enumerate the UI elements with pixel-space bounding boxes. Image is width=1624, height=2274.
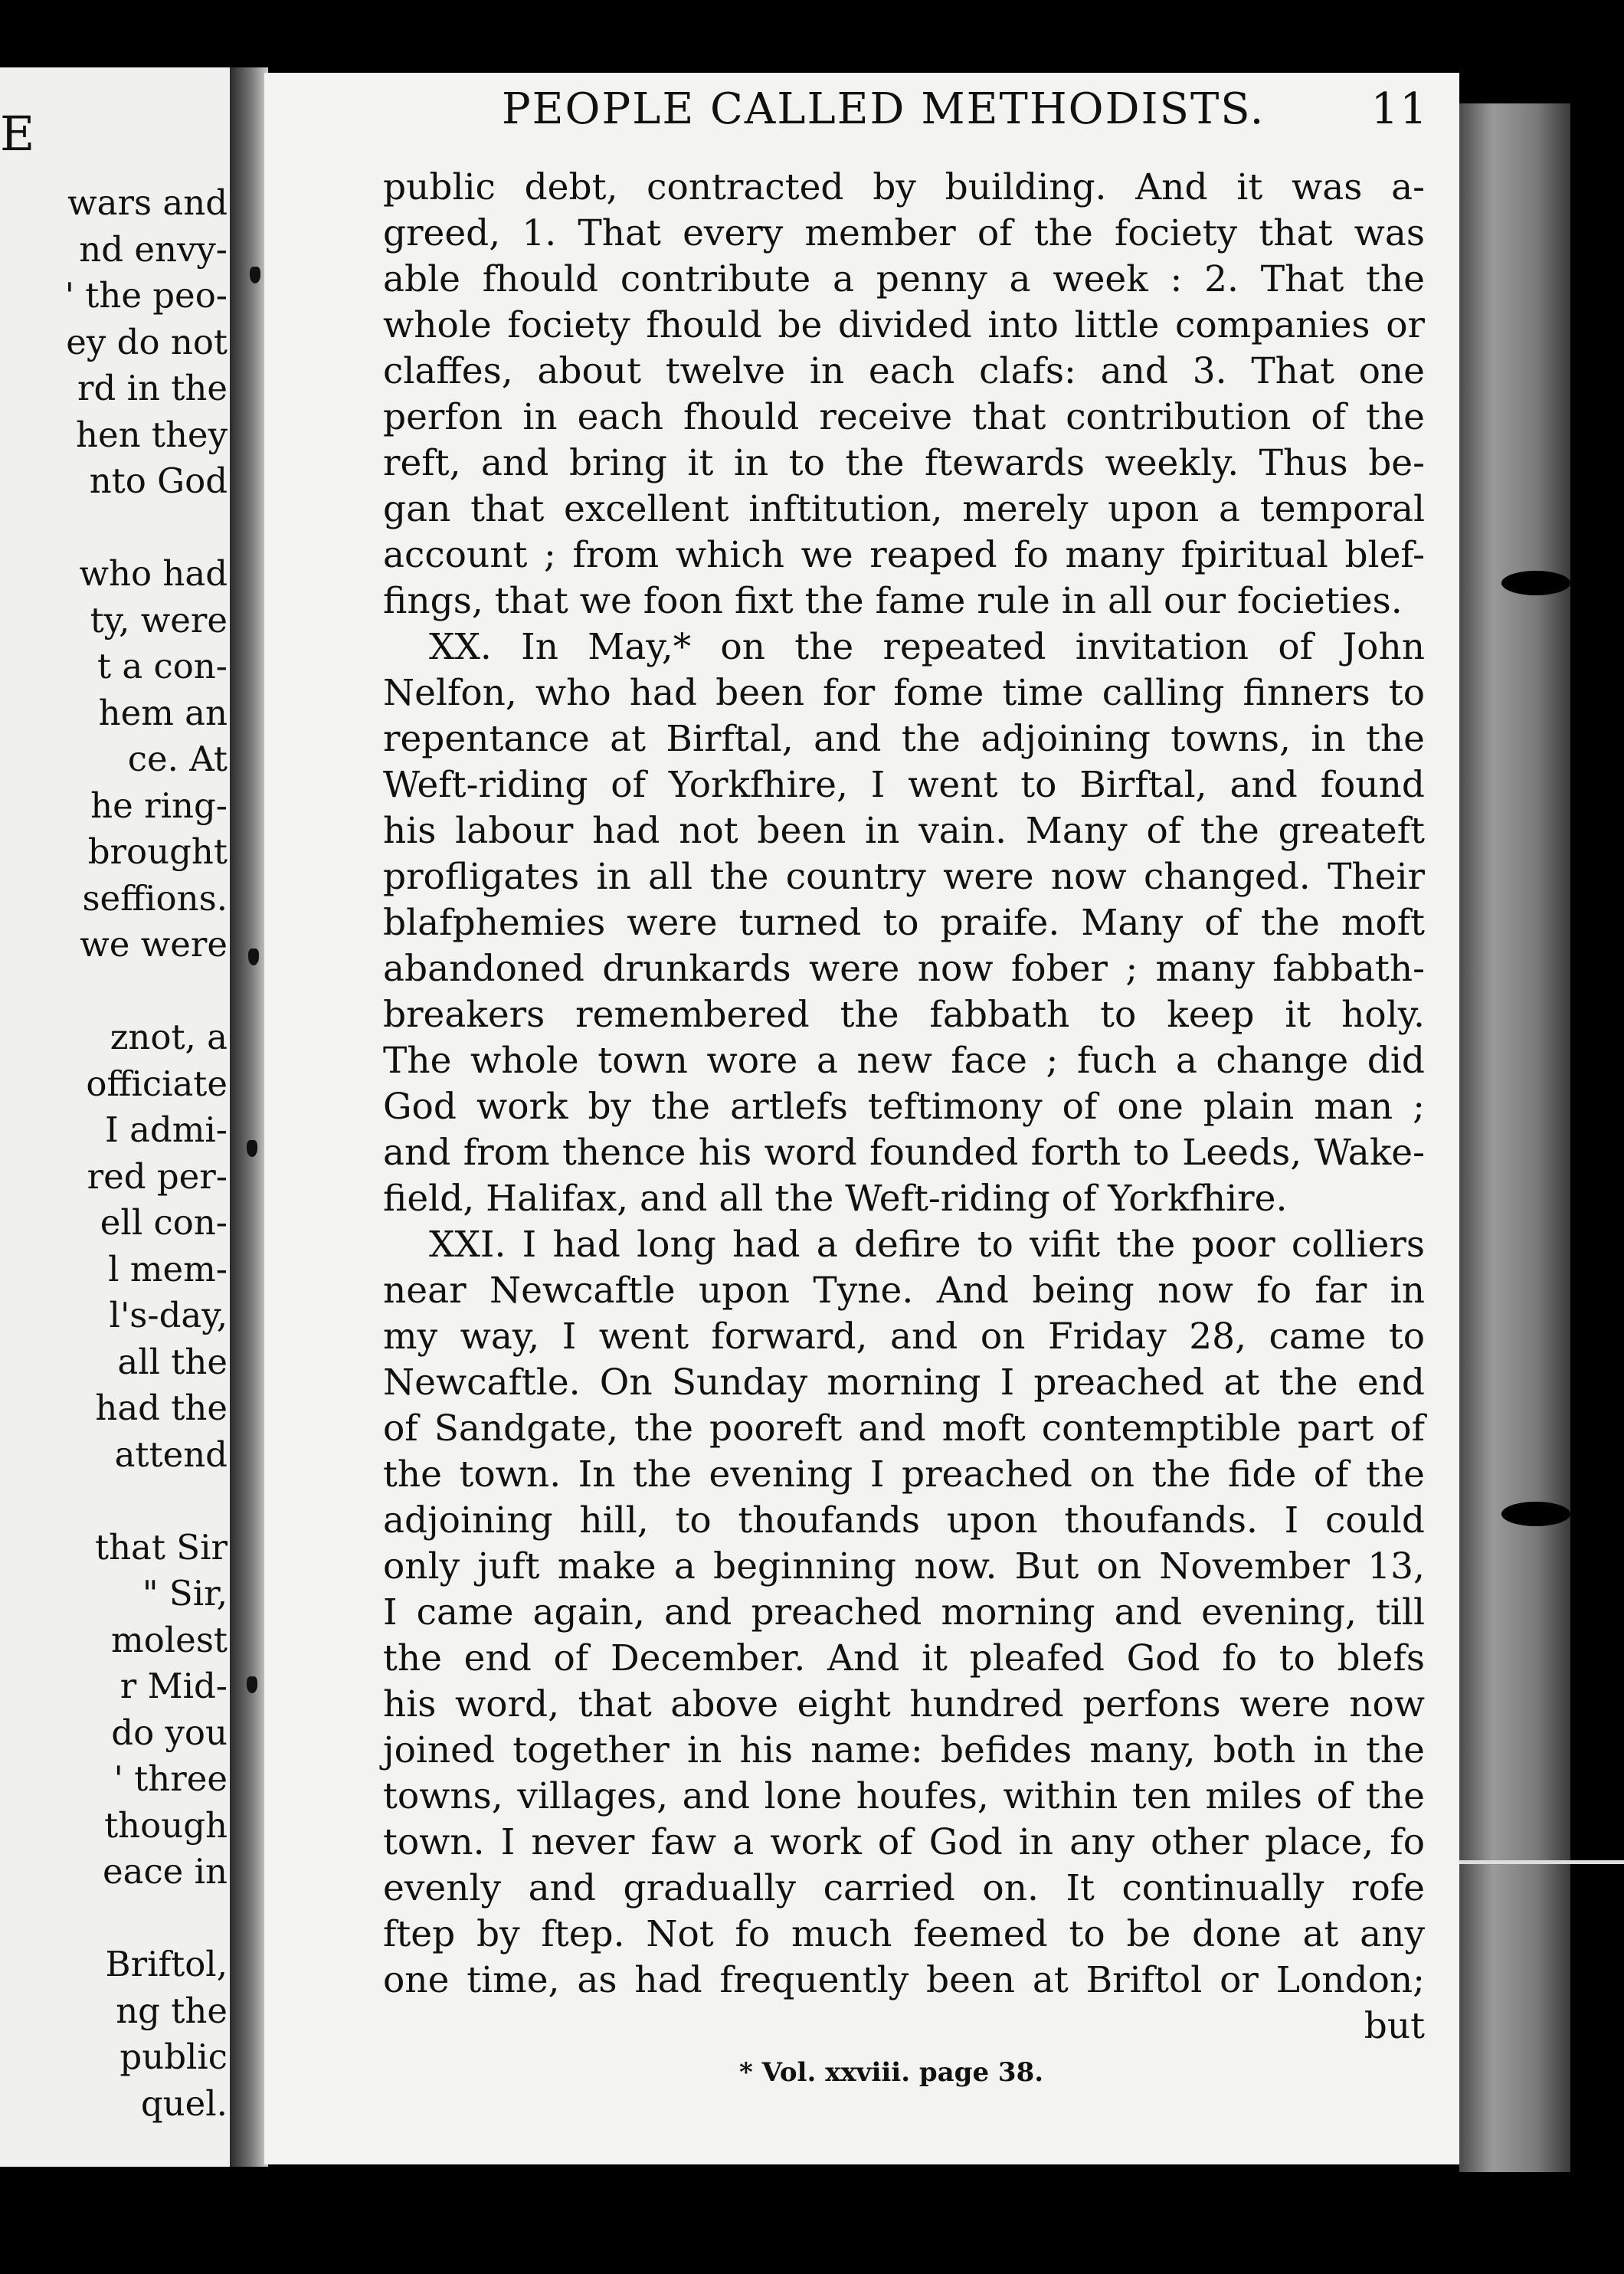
- text-line: field, Halifax, and all the Weft-riding of Yorkfhire.: [383, 1178, 1288, 1220]
- text-line: Weft-riding of Yorkfhire, I went to Birftal, and found: [383, 764, 1425, 806]
- gutter-stitch: [248, 949, 259, 965]
- text-line: I came again, and preached morning and evening, till: [383, 1591, 1425, 1633]
- text-line: whole fociety fhould be divided into little companies or: [383, 304, 1425, 346]
- text-line: joined together in his name: befides many, both in the: [383, 1729, 1425, 1771]
- text-line: towns, villages, and lone houfes, within ten miles of the: [383, 1775, 1425, 1817]
- text-line: only juft make a beginning now. But on November 13,: [383, 1545, 1425, 1588]
- text-line: adjoining hill, to thoufands upon thoufands. I could: [383, 1499, 1425, 1542]
- text-line: perfon in each fhould receive that contribution of the: [383, 396, 1425, 438]
- left-page-line: I admi-: [105, 1109, 228, 1150]
- page-edge-notch: [1501, 1502, 1570, 1526]
- left-page-line: nd envy-: [79, 228, 228, 270]
- text-line: near Newcaftle upon Tyne. And being now fo far in: [383, 1270, 1425, 1312]
- left-page-line: ell con-: [100, 1202, 228, 1243]
- text-line: repentance at Birftal, and the adjoining towns, in the: [383, 718, 1425, 760]
- text-line: Nelfon, who had been for fome time calling finners to: [383, 672, 1425, 714]
- gutter-stitch: [247, 1676, 257, 1693]
- left-page-line: znot, a: [110, 1017, 228, 1057]
- left-page-line: public: [120, 2036, 228, 2077]
- text-line: town. I never faw a work of God in any other place, fo: [383, 1821, 1425, 1863]
- left-page-line: that Sir: [94, 1526, 228, 1568]
- left-page-line: ' three: [113, 1758, 228, 1799]
- text-line: The whole town wore a new face ; fuch a change did: [383, 1040, 1425, 1082]
- left-page-line: officiate: [86, 1063, 228, 1104]
- text-line: ftep by ftep. Not fo much feemed to be done at any: [383, 1913, 1425, 1955]
- left-page-line: do you: [111, 1712, 228, 1753]
- text-line: breakers remembered the fabbath to keep it holy.: [383, 994, 1425, 1036]
- left-page-line: though: [104, 1804, 228, 1846]
- text-line: abandoned drunkards were now fober ; many fabbath-: [383, 948, 1425, 990]
- left-page-heading: E: [0, 106, 35, 162]
- catchword: but: [1364, 2005, 1425, 2047]
- text-line: XXI. I had long had a defire to vifit the poor colliers: [429, 1224, 1425, 1266]
- left-page-line: seffions.: [82, 877, 228, 919]
- left-page-line: ce. At: [127, 739, 228, 779]
- text-line: one time, as had frequently been at Briftol or London;: [383, 1959, 1425, 2001]
- text-line: and from thence his word founded forth to Leeds, Wake-: [383, 1132, 1425, 1174]
- left-page-line: t a con-: [97, 646, 228, 686]
- text-line: greed, 1. That every member of the fociety that was: [383, 212, 1425, 254]
- text-line: XX. In May,* on the repeated invitation of John: [429, 626, 1425, 668]
- book-gutter: [230, 67, 268, 2167]
- left-page-line: all the: [117, 1341, 228, 1382]
- text-line: Newcaftle. On Sunday morning I preached at the end: [383, 1361, 1425, 1404]
- left-page-line: hem an: [98, 692, 228, 733]
- text-line: blafphemies were turned to praife. Many of the moft: [383, 902, 1425, 944]
- page-number: 11: [1370, 84, 1429, 134]
- left-page-line: ey do not: [66, 321, 228, 362]
- right-page: [264, 73, 1459, 2164]
- left-page-line: brought: [87, 831, 228, 872]
- text-line: fings, that we foon fixt the fame rule in all our focieties.: [383, 580, 1403, 622]
- text-line: account ; from which we reaped fo many fpiritual blef-: [383, 534, 1425, 576]
- text-line: of Sandgate, the pooreft and moft contemptible part of: [383, 1407, 1425, 1450]
- body-text: [383, 165, 1425, 2050]
- text-line: able fhould contribute a penny a week : 2. That the: [383, 258, 1425, 300]
- page-edge-notch: [1501, 571, 1570, 595]
- left-page-line: red per-: [87, 1155, 228, 1197]
- text-line: reft, and bring it in to the ftewards weekly. Thus be-: [383, 442, 1425, 484]
- running-title: PEOPLE CALLED METHODISTS.: [502, 84, 1265, 134]
- gutter-stitch: [247, 1140, 257, 1157]
- left-page-line: molest: [111, 1619, 228, 1660]
- left-page-line: we were: [80, 924, 228, 965]
- left-page-line: l mem-: [108, 1248, 228, 1289]
- left-page-line: had the: [95, 1388, 228, 1428]
- left-page-line: eace in: [103, 1851, 228, 1892]
- left-page-line: he ring-: [90, 785, 228, 826]
- text-line: God work by the artlefs teftimony of one plain man ;: [383, 1086, 1425, 1128]
- text-line: the end of December. And it pleafed God fo to blefs: [383, 1637, 1425, 1679]
- left-page-line: who had: [79, 553, 228, 594]
- text-line: profligates in all the country were now changed. Their: [383, 856, 1425, 898]
- left-page-line: r Mid-: [120, 1666, 228, 1706]
- left-page-line: quel.: [140, 2082, 228, 2124]
- left-page-line: ng the: [116, 1990, 228, 2031]
- left-page-line: hen they: [75, 414, 228, 455]
- text-line: his word, that above eight hundred perfons were now: [383, 1683, 1425, 1725]
- scan-artifact-line: [1459, 1860, 1624, 1864]
- text-line: public debt, contracted by building. And it was a-: [383, 166, 1425, 208]
- text-line: gan that excellent inftitution, merely upon a temporal: [383, 488, 1425, 530]
- text-line: his labour had not been in vain. Many of the greateft: [383, 810, 1425, 852]
- text-line: evenly and gradually carried on. It continually rofe: [383, 1867, 1425, 1909]
- left-page-line: rd in the: [77, 368, 228, 408]
- footnote: * Vol. xxviii. page 38.: [739, 2057, 1044, 2088]
- left-page-line: Briftol,: [105, 1944, 228, 1984]
- left-page-line: " Sir,: [142, 1573, 228, 1614]
- left-page-line: attend: [114, 1434, 228, 1475]
- gutter-stitch: [250, 267, 260, 283]
- left-page-line: nto God: [89, 460, 228, 501]
- text-line: claffes, about twelve in each clafs: and 3. That one: [383, 350, 1425, 392]
- left-page-line: l's-day,: [109, 1295, 228, 1335]
- text-line: my way, I went forward, and on Friday 28, came to: [383, 1316, 1425, 1358]
- left-page-line: wars and: [67, 182, 228, 223]
- left-page-fragment: [0, 67, 234, 2167]
- text-line: the town. In the evening I preached on the fide of the: [383, 1453, 1425, 1496]
- left-page-line: ' the peo-: [64, 275, 228, 316]
- running-header: [502, 84, 1429, 146]
- left-page-line: ty, were: [90, 599, 228, 641]
